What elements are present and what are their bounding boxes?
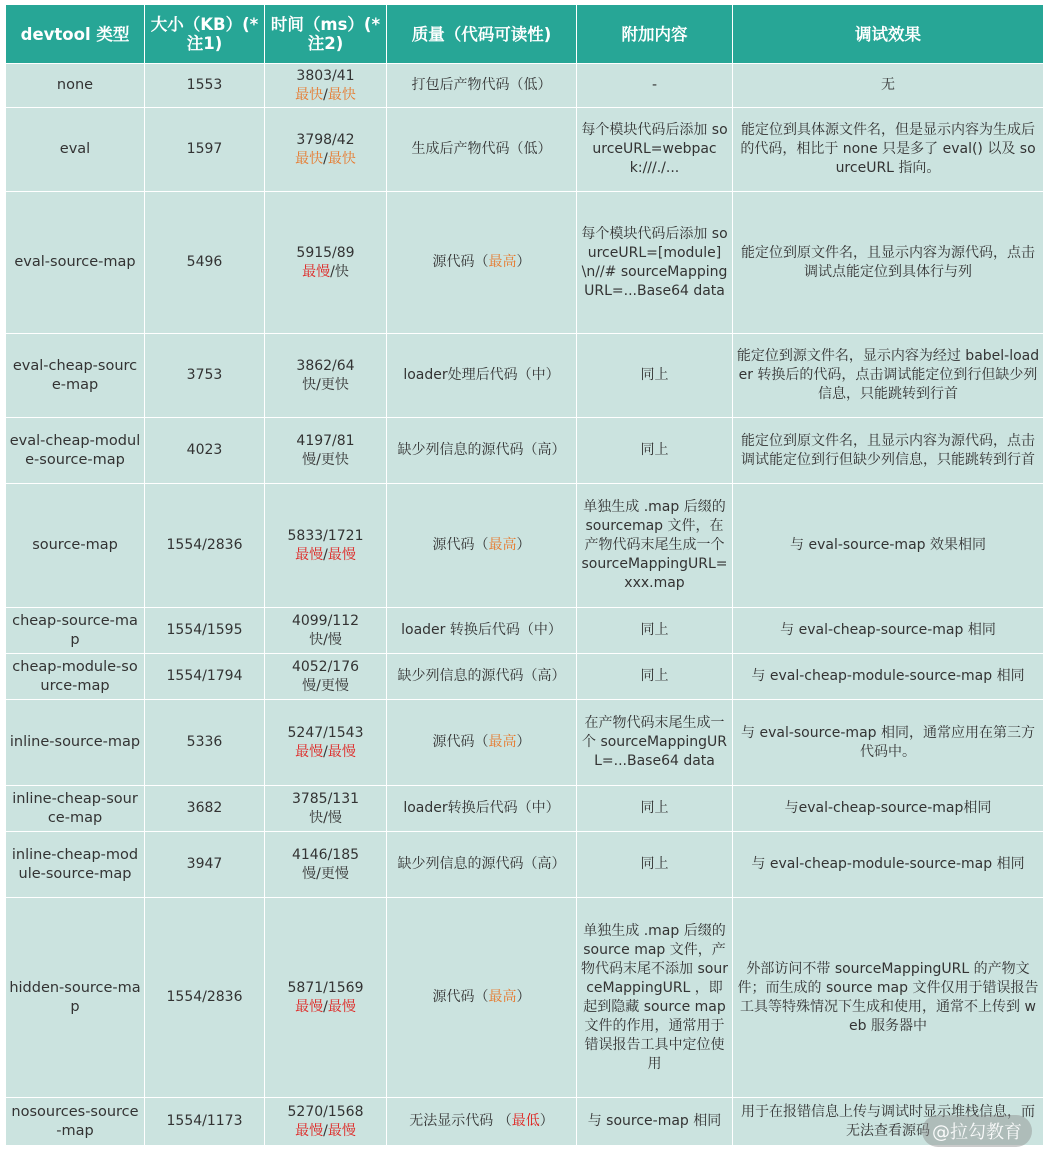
cell-extra: 同上 (577, 832, 733, 898)
table-row (6, 64, 1044, 108)
time-value: 5871/1569 (287, 979, 364, 996)
speed-rating: 最慢/最慢 (295, 1122, 356, 1139)
time-value: 4099/112 (291, 612, 360, 629)
quality-level: 最高 (488, 537, 517, 553)
cell-quality (387, 418, 577, 484)
time-value: 5833/1721 (287, 527, 364, 544)
cell-size: 1554/1794 (145, 654, 265, 700)
cell-size: 5336 (145, 700, 265, 786)
quality-text: 源代码 (432, 254, 475, 270)
cell-devtool-name: eval (6, 108, 145, 192)
quality-text: 无法显示代码 (409, 1113, 494, 1129)
build-speed: 快 (302, 376, 317, 393)
quality-text: 源代码 (432, 734, 475, 750)
cell-time (265, 418, 387, 484)
header-row (6, 5, 1044, 64)
time-value: 4146/185 (291, 846, 360, 863)
speed-rating: 慢/更快 (302, 451, 349, 468)
build-speed: 快 (309, 809, 324, 826)
cell-time (265, 192, 387, 334)
rebuild-speed: 最慢 (327, 546, 356, 563)
cell-debug-effect: 无 (733, 64, 1044, 108)
speed-rating: 最慢/最慢 (295, 998, 356, 1015)
build-speed: 慢 (302, 451, 317, 468)
cell-debug-effect: 能定位到原文件名，且显示内容为源代码，点击调试能定位到行但缺少列信息，只能跳转到行首 (733, 418, 1044, 484)
table-row (6, 334, 1044, 418)
quality-text: loader转换后代码（中） (403, 800, 560, 816)
rebuild-speed: 快 (334, 263, 349, 280)
cell-size: 4023 (145, 418, 265, 484)
quality-text: 源代码 (432, 989, 475, 1005)
cell-extra: 在产物代码末尾生成一个 sourceMappingURL=...Base64 data (577, 700, 733, 786)
header-quality: 质量（代码可读性) (387, 5, 577, 64)
cell-devtool-name: inline-cheap-source-map (6, 786, 145, 832)
cell-size: 5496 (145, 192, 265, 334)
time-value: 4197/81 (296, 432, 355, 449)
cell-extra: 与 source-map 相同 (577, 1098, 733, 1146)
rebuild-speed: 更快 (320, 451, 349, 468)
cell-quality (387, 64, 577, 108)
rebuild-speed: 最快 (327, 150, 356, 167)
cell-quality: 源代码（最高） (387, 700, 577, 786)
cell-time (265, 700, 387, 786)
cell-extra: 每个模块代码后添加 sourceURL=[module]\n//# sourceMappingURL=...Base64 data (577, 192, 733, 334)
quality-text: 源代码 (432, 537, 475, 553)
header-debug-effect: 调试效果 (733, 5, 1044, 64)
table-body (6, 64, 1044, 1146)
speed-rating: 最慢/最慢 (295, 743, 356, 760)
quality-level: 最高 (488, 734, 517, 750)
cell-extra: 同上 (577, 334, 733, 418)
cell-devtool-name: inline-source-map (6, 700, 145, 786)
rebuild-speed: 最慢 (327, 998, 356, 1015)
cell-time (265, 608, 387, 654)
time-value: 5270/1568 (287, 1103, 364, 1120)
table-row (6, 898, 1044, 1098)
cell-debug-effect: 能定位到原文件名，且显示内容为源代码，点击调试点能定位到具体行与列 (733, 192, 1044, 334)
table-row (6, 484, 1044, 608)
speed-rating: 慢/更慢 (302, 677, 349, 694)
cell-size: 1554/2836 (145, 484, 265, 608)
rebuild-speed: 更慢 (320, 677, 349, 694)
cell-time (265, 898, 387, 1098)
rebuild-speed: 最快 (327, 86, 356, 103)
cell-debug-effect: 与 eval-cheap-module-source-map 相同 (733, 654, 1044, 700)
speed-rating: 最慢/快 (302, 263, 349, 280)
table-row (6, 108, 1044, 192)
cell-debug-effect: 能定位到具体源文件名，但是显示内容为生成后的代码，相比于 none 只是多了 eval() 以及 sourceURL 指向。 (733, 108, 1044, 192)
quality-text: 打包后产物代码（低） (411, 77, 552, 93)
table-row (6, 786, 1044, 832)
rebuild-speed: 慢 (327, 809, 342, 826)
rebuild-speed: 更慢 (320, 865, 349, 882)
cell-quality (387, 334, 577, 418)
cell-extra: 同上 (577, 786, 733, 832)
cell-size: 3947 (145, 832, 265, 898)
table-row (6, 832, 1044, 898)
cell-devtool-name: cheap-module-source-map (6, 654, 145, 700)
cell-size: 1554/1595 (145, 608, 265, 654)
build-speed: 最慢 (302, 263, 331, 280)
cell-devtool-name: eval-cheap-source-map (6, 334, 145, 418)
speed-rating: 快/慢 (309, 631, 342, 648)
header-size: 大小（KB）(*注1) (145, 5, 265, 64)
cell-devtool-name: eval-source-map (6, 192, 145, 334)
cell-debug-effect: 与 eval-cheap-source-map 相同 (733, 608, 1044, 654)
cell-time (265, 108, 387, 192)
quality-level: 最高 (488, 989, 517, 1005)
build-speed: 慢 (302, 865, 317, 882)
cell-time (265, 786, 387, 832)
speed-rating: 慢/更慢 (302, 865, 349, 882)
rebuild-speed: 最慢 (327, 1122, 356, 1139)
cell-quality (387, 108, 577, 192)
cell-devtool-name: source-map (6, 484, 145, 608)
cell-devtool-name: nosources-source-map (6, 1098, 145, 1146)
cell-quality: 源代码（最高） (387, 898, 577, 1098)
rebuild-speed: 最慢 (327, 743, 356, 760)
cell-quality (387, 832, 577, 898)
cell-extra: 同上 (577, 654, 733, 700)
quality-text: 缺少列信息的源代码（高） (397, 856, 566, 872)
cell-devtool-name: hidden-source-map (6, 898, 145, 1098)
cell-quality: 源代码（最高） (387, 484, 577, 608)
cell-time (265, 1098, 387, 1146)
cell-debug-effect: 外部访问不带 sourceMappingURL 的产物文件；而生成的 source map 文件仅用于错误报告工具等特殊情况下生成和使用，通常不上传到 web 服务器中 (733, 898, 1044, 1098)
cell-extra: 单独生成 .map 后缀的 source map 文件，产物代码末尾不添加 sourceMappingURL ，即起到隐藏 source map 文件的作用，通常用于错误报告工具中定位使用 (577, 898, 733, 1098)
header-time: 时间（ms）(*注2) (265, 5, 387, 64)
devtool-comparison-table (5, 4, 1044, 1146)
time-value: 4052/176 (291, 658, 360, 675)
quality-text: 生成后产物代码（低） (411, 141, 552, 157)
cell-size: 1554/2836 (145, 898, 265, 1098)
cell-extra: - (577, 64, 733, 108)
cell-debug-effect: 用于在报错信息上传与调试时显示堆栈信息，而无法查看源码 (733, 1098, 1044, 1146)
table-row (6, 418, 1044, 484)
cell-devtool-name: none (6, 64, 145, 108)
rebuild-speed: 慢 (327, 631, 342, 648)
table-row (6, 1098, 1044, 1146)
table-row (6, 654, 1044, 700)
cell-quality: 源代码（最高） (387, 192, 577, 334)
speed-rating: 最慢/最慢 (295, 546, 356, 563)
quality-level: 最低 (511, 1113, 540, 1129)
cell-quality (387, 608, 577, 654)
cell-extra: 单独生成 .map 后缀的 sourcemap 文件，在产物代码末尾生成一个 sourceMappingURL=xxx.map (577, 484, 733, 608)
quality-text: 缺少列信息的源代码（高） (397, 442, 566, 458)
speed-rating: 快/更快 (302, 376, 349, 393)
speed-rating: 最快/最快 (295, 150, 356, 167)
time-value: 5247/1543 (287, 724, 364, 741)
cell-time (265, 484, 387, 608)
cell-debug-effect: 与eval-cheap-source-map相同 (733, 786, 1044, 832)
cell-devtool-name: cheap-source-map (6, 608, 145, 654)
header-devtool-type: devtool 类型 (6, 5, 145, 64)
build-speed: 最慢 (295, 998, 324, 1015)
build-speed: 最快 (295, 86, 324, 103)
cell-devtool-name: inline-cheap-module-source-map (6, 832, 145, 898)
quality-text: 缺少列信息的源代码（高） (397, 668, 566, 684)
speed-rating: 最快/最快 (295, 86, 356, 103)
build-speed: 最快 (295, 150, 324, 167)
cell-quality (387, 786, 577, 832)
time-value: 3798/42 (296, 131, 355, 148)
build-speed: 慢 (302, 677, 317, 694)
table-row (6, 608, 1044, 654)
cell-size: 1597 (145, 108, 265, 192)
speed-rating: 快/慢 (309, 809, 342, 826)
quality-text: loader 转换后代码（中） (401, 622, 562, 638)
cell-debug-effect: 与 eval-source-map 相同，通常应用在第三方代码中。 (733, 700, 1044, 786)
cell-extra: 同上 (577, 418, 733, 484)
cell-quality (387, 654, 577, 700)
cell-size: 3753 (145, 334, 265, 418)
cell-size: 1553 (145, 64, 265, 108)
build-speed: 最慢 (295, 743, 324, 760)
cell-debug-effect: 能定位到源文件名，显示内容为经过 babel-loader 转换后的代码，点击调试能定位到行但缺少列信息，只能跳转到行首 (733, 334, 1044, 418)
cell-quality: 无法显示代码 （最低） (387, 1098, 577, 1146)
cell-devtool-name: eval-cheap-module-source-map (6, 418, 145, 484)
cell-debug-effect: 与 eval-source-map 效果相同 (733, 484, 1044, 608)
build-speed: 最慢 (295, 546, 324, 563)
table-row (6, 700, 1044, 786)
quality-text: loader处理后代码（中） (403, 367, 560, 383)
cell-size: 3682 (145, 786, 265, 832)
cell-size: 1554/1173 (145, 1098, 265, 1146)
build-speed: 最慢 (295, 1122, 324, 1139)
time-value: 3862/64 (296, 357, 355, 374)
cell-time (265, 654, 387, 700)
header-extra: 附加内容 (577, 5, 733, 64)
cell-debug-effect: 与 eval-cheap-module-source-map 相同 (733, 832, 1044, 898)
cell-time (265, 832, 387, 898)
time-value: 3803/41 (296, 67, 355, 84)
cell-time (265, 64, 387, 108)
time-value: 3785/131 (291, 790, 360, 807)
table-row (6, 192, 1044, 334)
build-speed: 快 (309, 631, 324, 648)
quality-level: 最高 (488, 254, 517, 270)
rebuild-speed: 更快 (320, 376, 349, 393)
cell-time (265, 334, 387, 418)
time-value: 5915/89 (296, 244, 355, 261)
watermark: @拉勾教育 (922, 1115, 1032, 1147)
cell-extra: 同上 (577, 608, 733, 654)
cell-extra: 每个模块代码后添加 sourceURL=webpack:///./... (577, 108, 733, 192)
